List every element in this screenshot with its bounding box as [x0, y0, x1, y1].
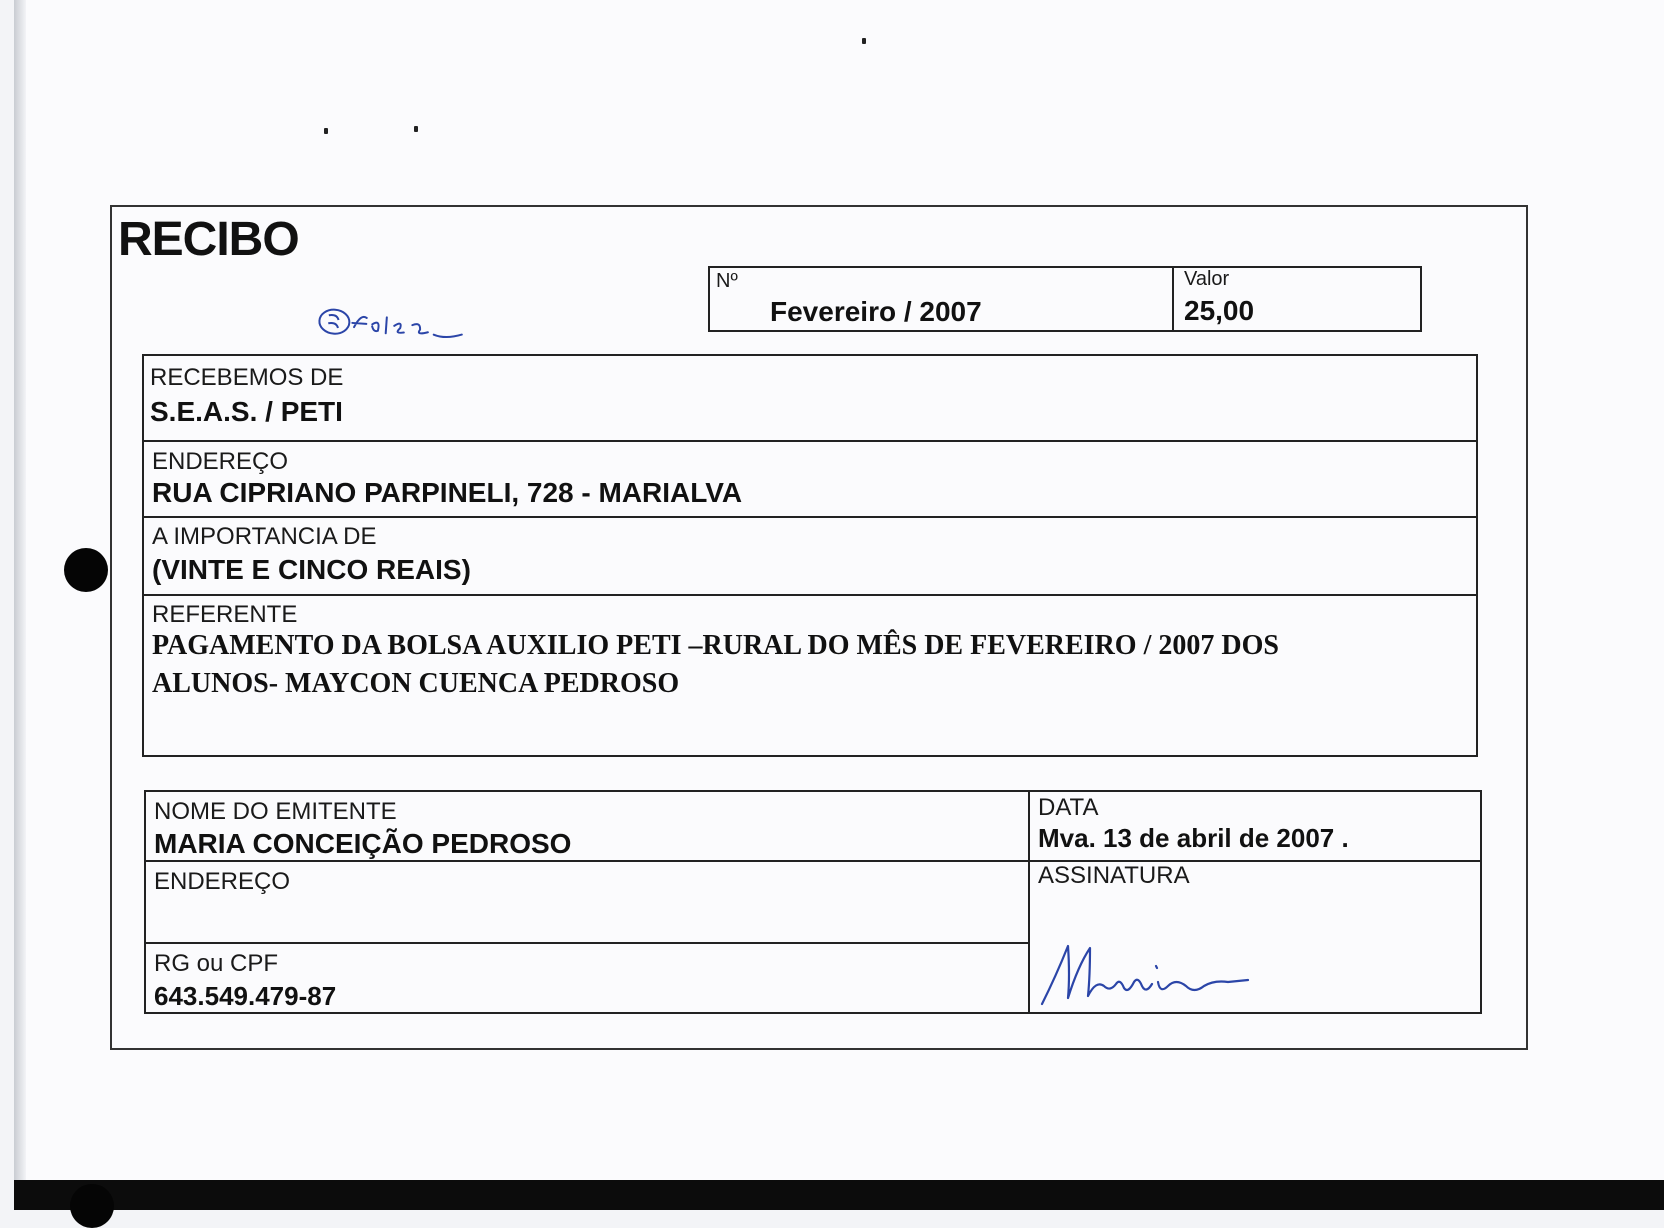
- punch-hole: [70, 1184, 114, 1228]
- amount-label: Valor: [1184, 268, 1230, 290]
- date-label: DATA: [1038, 794, 1099, 821]
- amount-words-label: A IMPORTANCIA DE: [152, 523, 377, 550]
- reference-line-2: ALUNOS- MAYCON CUENCA PEDROSO: [152, 668, 680, 699]
- issuer-name-label: NOME DO EMITENTE: [154, 798, 397, 825]
- reference-text: [152, 627, 1472, 703]
- amount-words-value: (VINTE E CINCO REAIS): [152, 554, 471, 585]
- document-label: RG ou CPF: [154, 950, 279, 977]
- payer-address-value: RUA CIPRIANO PARPINELI, 728 - MARIALVA: [152, 477, 743, 508]
- payer-divider: [142, 594, 1478, 596]
- received-from-label: RECEBEMOS DE: [150, 364, 344, 391]
- payer-divider: [142, 516, 1478, 518]
- date-value: Mva. 13 de abril de 2007 .: [1038, 823, 1349, 853]
- issuer-divider: [144, 860, 1482, 862]
- issuer-address-label: ENDEREÇO: [154, 868, 291, 895]
- signature-label: ASSINATURA: [1038, 862, 1190, 889]
- reference-line-1: PAGAMENTO DA BOLSA AUXILIO PETI –RURAL DO MÊS DE FEVEREIRO / 2007 DOS: [152, 630, 1279, 661]
- payer-divider: [142, 440, 1478, 442]
- receipt-title: RECIBO: [118, 213, 299, 266]
- number-value: Fevereiro / 2007: [770, 296, 982, 327]
- document-value: 643.549.479-87: [154, 981, 337, 1011]
- issuer-column-divider: [1028, 790, 1030, 1014]
- handwritten-signature: [1038, 936, 1258, 1015]
- scan-speck: [414, 126, 418, 132]
- punch-hole: [64, 548, 108, 592]
- payer-address-label: ENDEREÇO: [152, 448, 289, 475]
- scan-speck: [862, 38, 866, 44]
- received-from-value: S.E.A.S. / PETI: [150, 396, 343, 427]
- number-label: Nº: [716, 270, 738, 292]
- scan-shadow-left: [14, 0, 26, 1210]
- number-value-divider: [1172, 266, 1174, 332]
- scan-speck: [324, 128, 328, 134]
- scan-edge-bottom: [14, 1180, 1664, 1210]
- signature-mark: [1038, 936, 1258, 1010]
- reference-label: REFERENTE: [152, 601, 298, 628]
- issuer-name-value: MARIA CONCEIÇÃO PEDROSO: [154, 828, 572, 859]
- amount-value: 25,00: [1184, 295, 1255, 326]
- issuer-divider: [144, 942, 1030, 944]
